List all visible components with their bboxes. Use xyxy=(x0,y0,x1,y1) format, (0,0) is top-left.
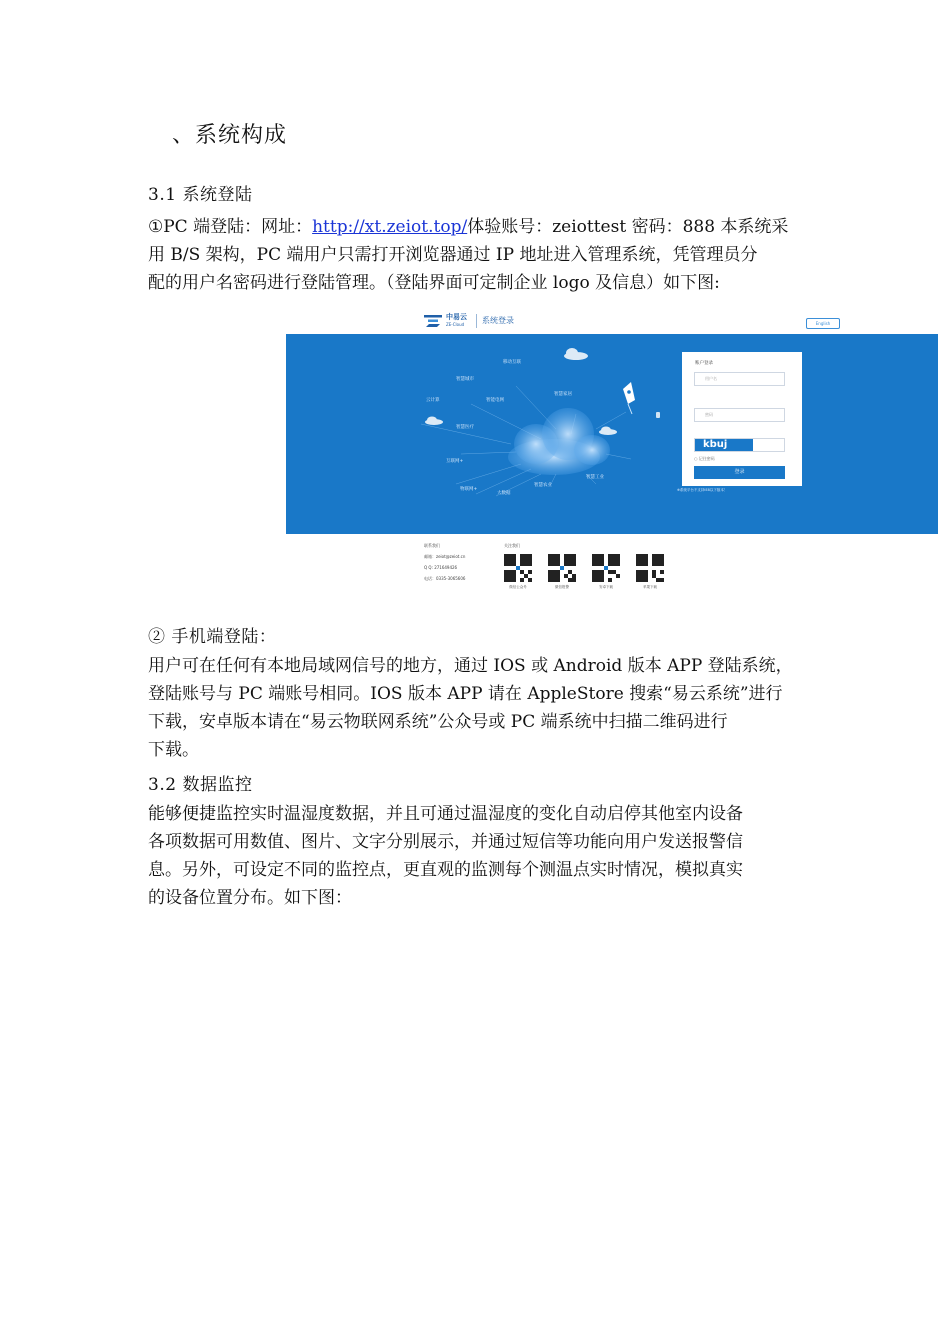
section-title: 、系统构成 xyxy=(172,123,288,148)
password-input: 密码 xyxy=(694,408,785,422)
header-divider xyxy=(476,314,477,328)
para-line: 下载，安卓版本请在“易云物联网系统”公众号或 PC 端系统中扫描二维码进行 xyxy=(148,712,728,732)
keyword-label: 大数据 xyxy=(497,491,511,496)
para-line xyxy=(148,213,808,241)
heading-mobile-login: ② 手机端登陆： xyxy=(148,627,277,647)
brand-name: 中易云 xyxy=(446,313,467,321)
login-card xyxy=(682,352,802,486)
contact-phone: 电话：0335-3065606 xyxy=(424,576,466,581)
pc-login-suffix: 体验账号：zeiottest 密码：888 本系统采 xyxy=(467,217,789,237)
keyword-label: 移动互联 xyxy=(503,360,521,365)
paragraph-pc-login xyxy=(148,213,808,297)
pc-login-prefix: ①PC 端登陆：网址： xyxy=(148,217,313,237)
contact-qq: Q Q: 271649426 xyxy=(424,565,458,570)
qr-code-icon xyxy=(636,554,664,582)
qr-code-icon xyxy=(548,554,576,582)
contact-email: 邮箱：zeiot@zeiot.cn xyxy=(424,554,466,559)
keyword-label: 智慧城市 xyxy=(456,377,474,382)
username-input: 用户名 xyxy=(694,372,785,386)
para-line: 用户可在任何有本地局域网信号的地方，通过 IOS 或 Android 版本 APP 登陆系统， xyxy=(148,656,793,676)
keyword-label: 智慧家居 xyxy=(554,392,572,397)
brand-logo-icon xyxy=(424,314,442,328)
qr-label: 安卓下载 xyxy=(599,585,613,589)
remember-password: ○ 记住密码 xyxy=(694,456,715,461)
keyword-label: 云计算 xyxy=(426,398,440,403)
captcha-field xyxy=(694,438,785,452)
keyword-label: 物联网+ xyxy=(460,487,478,492)
para-line: 下载。 xyxy=(148,740,199,760)
keyword-label: 智能电网 xyxy=(486,398,504,403)
rocket-icon xyxy=(623,382,635,414)
keyword-label: 互联网+ xyxy=(446,459,464,464)
heading-3-2: 3.2 数据监控 xyxy=(148,775,253,795)
screenshot-header-title: 系统登录 xyxy=(482,316,514,325)
central-cloud-shape xyxy=(508,408,610,475)
captcha-image: kbuj xyxy=(695,439,753,451)
keyword-label: 智慧农业 xyxy=(534,483,552,488)
paragraph-data-monitoring xyxy=(148,800,808,912)
language-switch: English xyxy=(806,318,840,329)
paragraph-mobile-login xyxy=(148,652,808,764)
qr-label: 微信公众号 xyxy=(509,585,527,589)
para-line: 配的用户名密码进行登陆管理。（登陆界面可定制企业 logo 及信息）如下图: xyxy=(148,273,720,293)
contact-title: 联系我们 xyxy=(424,543,440,548)
para-line: 能够便捷监控实时温湿度数据，并且可通过温湿度的变化自动启停其他室内设备 xyxy=(148,804,743,824)
para-line: 的设备位置分布。如下图： xyxy=(148,888,352,908)
hero-banner xyxy=(286,334,938,534)
browser-note: ※系统平台不支持IE8以下版本！ xyxy=(677,488,728,492)
website-link[interactable]: http://xt.zeiot.top/ xyxy=(312,217,468,237)
follow-title: 关注我们 xyxy=(504,543,520,548)
remember-label: 记住密码 xyxy=(698,456,715,461)
login-card-title: 账户登录 xyxy=(695,361,713,366)
brand-subname: ZE-Cloud xyxy=(446,322,465,327)
keyword-label: 智慧工业 xyxy=(586,475,604,480)
contact-info xyxy=(424,540,465,584)
screenshot-header xyxy=(286,306,938,334)
para-line: 各项数据可用数值、图片、文字分别展示，并通过短信等功能向用户发送报警信 xyxy=(148,832,743,852)
qr-code-icon xyxy=(504,554,532,582)
para-line: 登陆账号与 PC 端账号相同。IOS 版本 APP 请在 AppleStore 搜索“易云系统”进行 xyxy=(148,684,783,704)
qr-label: 苹果下载 xyxy=(643,585,657,589)
qr-code-icon xyxy=(592,554,620,582)
keyword-label: 智慧医疗 xyxy=(456,425,474,430)
para-line: 用 B/S 架构，PC 端用户只需打开浏览器通过 IP 地址进入管理系统，凭管理员分 xyxy=(148,245,758,265)
heading-3-1: 3.1 系统登陆 xyxy=(148,185,253,205)
qr-label: 微信报警 xyxy=(555,585,569,589)
login-page-screenshot xyxy=(286,306,938,596)
para-line: 息。另外，可设定不同的监控点，更直观的监测每个测温点实时情况，模拟真实 xyxy=(148,860,743,880)
cloud-network-illustration xyxy=(286,334,938,534)
login-button: 登录 xyxy=(694,466,785,479)
